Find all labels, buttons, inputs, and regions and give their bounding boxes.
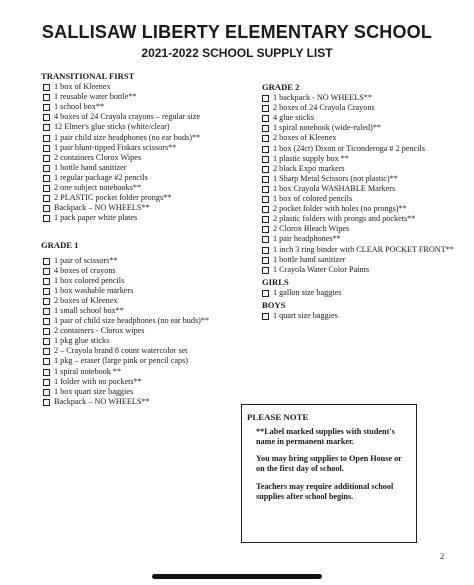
note-additional-supplies: Teachers may require additional school supplies after school begins. [256,482,394,501]
supply-item-label: 1 box colored pencils [54,275,125,285]
section-heading-boys: BOYS [262,299,286,310]
supply-item [43,122,256,132]
checkbox-icon [262,186,269,193]
checkbox-icon [43,399,50,406]
supply-item [262,184,462,194]
checkbox-icon [262,176,269,183]
supply-item [262,113,462,123]
checkbox-icon [43,348,50,355]
supply-item [43,213,256,223]
supply-item [262,204,462,214]
supply-item-label: 1 spiral notebook ** [54,366,122,376]
supply-item-label: 12 Elmer's glue sticks (white/clear) [54,122,170,132]
supply-item-label: 1 bottle hand sanitizer [273,254,346,264]
please-note-box [241,404,417,543]
home-indicator[interactable] [152,574,322,579]
checkbox-icon [262,135,269,142]
supply-item-label: 1 backpack - NO WHEELS** [273,93,372,103]
left-column [41,71,256,407]
checkbox-icon [262,156,269,163]
supply-item [262,164,462,174]
page-number: 2 [440,551,445,561]
supply-item [262,103,462,113]
supply-item [262,93,462,103]
checkbox-icon [262,290,269,297]
checkbox-icon [43,104,50,111]
supply-item [43,367,256,377]
checkbox-icon [43,338,50,345]
note-bring-supplies: You may bring supplies to Open House or on the first day of school. [256,454,402,473]
supply-item-label: 1 inch 3 ring binder with CLEAR POCKET FRONT** [273,244,454,254]
supply-item-label: 1 small school box** [54,305,124,315]
supply-item-label: 2 boxes of Kleenex [54,295,118,305]
supply-item-label: 1 pkg – eraser (large pink or pencil caps) [54,356,188,366]
supply-item-label: 2 plastic folders with prongs and pockets** [273,214,416,224]
supply-list-page [10,8,464,576]
checkbox-icon [43,145,50,152]
checkbox-icon [262,95,269,102]
supply-item [262,234,462,244]
supply-item [43,276,256,286]
supply-item [43,143,256,153]
supply-item-label: 1 pair of child size headphones (no ear buds)** [54,316,210,326]
checkbox-icon [262,166,269,173]
section-heading-grade-1: GRADE 1 [41,240,79,251]
checkbox-icon [262,196,269,203]
supply-item-label: 4 glue sticks [273,113,314,123]
supply-item-label: 1 school box** [54,102,105,112]
checkbox-icon [43,288,50,295]
checkbox-icon [43,369,50,376]
checkbox-icon [43,278,50,285]
transitional-first-list [41,82,256,223]
supply-item-label: 2 Clorox Bleach Wipes [273,224,350,234]
checkbox-icon [262,313,269,320]
checkbox-icon [262,216,269,223]
supply-item [43,183,256,193]
supply-item-label: 2 boxes of Kleenex [273,133,337,143]
checkbox-icon [43,379,50,386]
supply-item [262,224,462,234]
checkbox-icon [262,257,269,264]
supply-item-label: 1 pair of scissors** [54,255,118,265]
supply-item-label: 2 one subject notebooks** [54,183,142,193]
supply-item-label: 2 pocket folder with holes (no prongs)** [273,204,407,214]
supply-item-label: 1 gallon size baggies [273,287,342,297]
supply-item-label: 1 Sharp Metal Scissors (not plastic)** [273,173,398,183]
supply-item-label: 1 plastic supply box ** [273,153,349,163]
supply-item [262,255,462,265]
section-heading-grade-2: GRADE 2 [262,82,300,92]
supply-item-label: 1 box Crayola WASHABLE Markers [273,183,396,193]
grade-2-list [262,93,462,275]
supply-item-label: Backpack – NO WHEELS** [54,396,150,406]
supply-item-label: 2 boxes of 24 Crayola Crayons [273,103,375,113]
supply-item [43,173,256,183]
supply-item [262,154,462,164]
checkbox-icon [262,236,269,243]
checkbox-icon [43,165,50,172]
supply-item [43,306,256,316]
supply-item-label: 1 box (24ct) Dixon or Ticonderoga # 2 pencils [273,143,425,153]
checkbox-icon [43,135,50,142]
supply-item [43,112,256,122]
supply-item [43,286,256,296]
checkbox-icon [43,258,50,265]
checkbox-icon [262,267,269,274]
supply-item-label: 4 boxes of crayons [54,265,116,275]
supply-item-label: 1 box quart size baggies [54,386,134,396]
section-heading-transitional-first: TRANSITIONAL FIRST [41,71,135,81]
supply-item [43,256,256,266]
boys-list [262,311,462,321]
supply-item [43,296,256,306]
supply-item [43,133,256,143]
supply-item-label: 4 boxes of 24 Crayola crayons – regular size [54,112,200,122]
checkbox-icon [43,308,50,315]
supply-item-label: Backpack – NO WHEELS** [54,203,150,213]
checkbox-icon [43,358,50,365]
checkbox-icon [262,146,269,153]
checkbox-icon [262,226,269,233]
supply-item-label: 1 Crayola Water Color Paints [273,264,370,274]
supply-item-label: 1 regular package #2 pencils [54,172,148,182]
supply-item [43,153,256,163]
checkbox-icon [262,206,269,213]
checkbox-icon [262,247,269,254]
checkbox-icon [43,124,50,131]
section-heading-girls: GIRLS [262,276,289,287]
supply-item [43,102,256,112]
supply-item [43,316,256,326]
supply-item [43,336,256,346]
supply-item [43,377,256,387]
supply-item-label: 1 pack paper white plates [54,213,138,223]
note-title: PLEASE NOTE [247,412,309,422]
supply-item [43,397,256,407]
supply-item-label: 1 folder with no pockets** [54,376,142,386]
checkbox-icon [43,215,50,222]
list-title: 2021-2022 SCHOOL SUPPLY LIST [141,46,333,60]
supply-item [262,214,462,224]
supply-item [43,266,256,276]
supply-item [262,133,462,143]
supply-item-label: 2 – Crayola brand 8 count watercolor set [54,346,188,356]
supply-item [262,245,462,255]
supply-item [262,174,462,184]
supply-item [43,387,256,397]
checkbox-icon [43,84,50,91]
supply-item-label: 1 pair child size headphones (no ear buds)** [54,132,201,142]
checkbox-icon [262,105,269,112]
supply-item-label: 2 containers - Clorox wipes [54,326,145,336]
supply-item [262,288,462,298]
checkbox-icon [43,318,50,325]
spacer [41,223,256,240]
school-name: SALLISAW LIBERTY ELEMENTARY SCHOOL [41,22,433,42]
checkbox-icon [43,114,50,121]
supply-item-label: 1 pair headphones** [273,234,341,244]
supply-item [262,194,462,204]
right-column [262,82,462,321]
supply-item [43,82,256,92]
supply-item [43,92,256,102]
checkbox-icon [43,205,50,212]
checkbox-icon [43,298,50,305]
supply-item [262,265,462,275]
checkbox-icon [43,268,50,275]
girls-list [262,288,462,298]
supply-item-label: 1 box of Kleenex [54,82,111,92]
checkbox-icon [43,94,50,101]
supply-item-label: 1 box washable markers [54,285,134,295]
checkbox-icon [43,175,50,182]
checkbox-icon [262,115,269,122]
supply-item-label: 1 quart size baggies [273,311,338,321]
grade-1-list [41,256,256,407]
checkbox-icon [43,389,50,396]
supply-item [43,356,256,366]
supply-item [43,326,256,336]
supply-item-label: 1 pkg glue sticks [54,336,110,346]
supply-item-label: 1 reusable water bottle** [54,92,137,102]
supply-item-label: 1 box of colored pencils [273,194,353,204]
supply-item [43,346,256,356]
note-label-supplies: **Label marked supplies with student's name in permanent marker. [256,427,395,446]
supply-item-label: 2 PLASTIC pocket folder prongs** [54,193,172,203]
supply-item-label: 2 black Expo markers [273,163,345,173]
supply-item [43,203,256,213]
checkbox-icon [43,195,50,202]
supply-item-label: 2 containers Clorox Wipes [54,152,142,162]
checkbox-icon [43,328,50,335]
supply-item [43,163,256,173]
checkbox-icon [262,125,269,132]
supply-item-label: 1 bottle hand sanitizer [54,162,127,172]
supply-item [262,144,462,154]
supply-item-label: 1 pair blunt-tipped Fiskars scissors** [54,142,177,152]
checkbox-icon [43,185,50,192]
supply-item [262,123,462,133]
supply-item [262,311,462,321]
checkbox-icon [43,155,50,162]
supply-item [43,193,256,203]
supply-item-label: 1 spiral notebook (wide-ruled)** [273,123,382,133]
